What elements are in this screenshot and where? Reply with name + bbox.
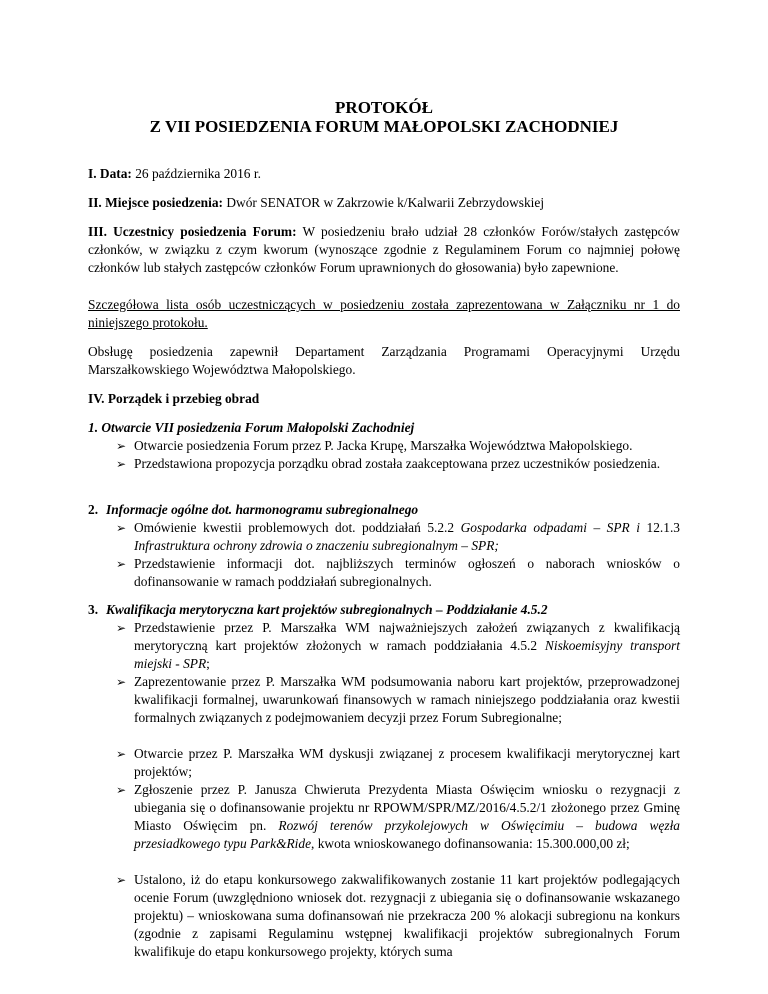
date-line xyxy=(88,165,680,183)
date-label: I. Data: xyxy=(88,166,132,181)
agenda-item-2-number: 2. xyxy=(88,502,99,517)
arrow-bullet-icon: ➢ xyxy=(116,747,127,761)
place-value: Dwór SENATOR w Zakrzowie k/Kalwarii Zebrzydowskiej xyxy=(223,195,545,210)
arrow-bullet-icon: ➢ xyxy=(116,521,127,535)
title-line-1: PROTOKÓŁ xyxy=(335,98,433,117)
title-line-2: Z VII POSIEDZENIA FORUM MAŁOPOLSKI ZACHODNIEJ xyxy=(149,117,619,136)
agenda-item-3-title: Kwalifikacja merytoryczna kart projektów subregionalnych – Poddziałanie 4.5.2 xyxy=(106,602,548,617)
agenda-item-2-bullet-2: ➢ Przedstawienie informacji dot. najbliższych terminów ogłoszeń o naborach wniosków o dofinansowanie w ramach poddziałań subregionalnych. xyxy=(116,556,680,589)
date-value: 26 października 2016 r. xyxy=(131,166,261,181)
arrow-bullet-icon: ➢ xyxy=(116,675,127,689)
agenda-item-1-bullet-1: ➢ Otwarcie posiedzenia Forum przez P. Jacka Krupę, Marszałka Województwa Małopolskiego. xyxy=(116,438,633,453)
agenda-item-3-bullet-4: ➢ Zgłoszenie przez P. Janusza Chwieruta Prezydenta Miasta Oświęcim wniosku o rezygnacji z ubiegania się o dofinansowanie projektu nr RPOWM/SPR/MZ/2016/4.5.2/1 złożonego przez Gminę Miasto Oświęcim pn. Rozwój terenów przykolejowych w Oświęcimiu – budowa węzła przesiadkowego typu Park&Ride, kwota wnioskowanego dofinansowania: 15.300.000,00 zł; xyxy=(116,782,680,851)
arrow-bullet-icon: ➢ xyxy=(116,621,127,635)
arrow-bullet-icon: ➢ xyxy=(116,873,127,887)
arrow-bullet-icon: ➢ xyxy=(116,439,127,453)
attachment-note: Szczegółowa lista osób uczestniczących w posiedzeniu została zaprezentowana w Załączniku nr 1 do niniejszego protokołu. xyxy=(88,297,680,330)
agenda-item-3-bullet-5: ➢ Ustalono, iż do etapu konkursowego zakwalifikowanych zostanie 11 kart projektów podlegających ocenie Forum (uwzględniono wniosek dot. rezygnacji z ubiegania się o dofinansowanie wskazanego projektu) – wnioskowana suma dofinansowań nie przekracza 200 % alokacji subregionu na konkurs (zgodnie z zapisami Regulaminu wstępnej kwalifikacji projektów subregionalnych Forum kwalifikuje do etapu konkursowego projekty, których suma xyxy=(116,872,680,959)
agenda-item-3-number: 3. xyxy=(88,602,99,617)
agenda-item-2-bullet-1: ➢ Omówienie kwestii problemowych dot. poddziałań 5.2.2 Gospodarka odpadami – SPR i 12.1.3 Infrastruktura ochrony zdrowia o znaczeniu subregionalnym – SPR; xyxy=(116,520,681,553)
agenda-item-1-title: 1. Otwarcie VII posiedzenia Forum Małopolski Zachodniej xyxy=(88,420,415,435)
agenda-item-2-title: Informacje ogólne dot. harmonogramu subregionalnego xyxy=(106,502,419,517)
arrow-bullet-icon: ➢ xyxy=(116,783,127,797)
place-label: II. Miejsce posiedzenia: xyxy=(88,195,223,210)
place-line xyxy=(88,194,680,212)
participants-text: W posiedzeniu brało udział 28 członków Forów/stałych zastępców członków, w związku z czym kworum (wynoszące zgodnie z Regulaminem Forum co najmniej połowę członków lub stałych zastępców członków Forum uprawnionych do głosowania) było zapewnione. xyxy=(88,224,680,275)
participants-paragraph xyxy=(88,223,680,277)
agenda-item-1-bullet-2: ➢ Przedstawiona propozycja porządku obrad została zaakceptowana przez uczestników posiedzenia. xyxy=(116,456,661,471)
service-note: Obsługę posiedzenia zapewnił Departament Zarządzania Programami Operacyjnymi Urzędu Marszałkowskiego Województwa Małopolskiego. xyxy=(88,344,680,377)
agenda-item-3-bullet-3: ➢ Otwarcie przez P. Marszałka WM dyskusji związanej z procesem kwalifikacji merytorycznej kart projektów; xyxy=(116,746,680,779)
agenda-item-3-bullet-2: ➢ Zaprezentowanie przez P. Marszałka WM podsumowania naboru kart projektów, przeprowadzonej kwalifikacji formalnej, uwarunkowań finansowych w ramach niniejszego poddziałania oraz kwestii formalnych związanych z podejmowaniem decyzji przez Forum Subregionalne; xyxy=(116,674,680,725)
arrow-bullet-icon: ➢ xyxy=(116,457,127,471)
agenda-heading: IV. Porządek i przebieg obrad xyxy=(88,391,260,406)
agenda-item-3-bullet-1: ➢ Przedstawienie przez P. Marszałka WM najważniejszych założeń związanych z kwalifikacją merytoryczną kart projektów złożonych w ramach poddziałania 4.5.2 Niskoemisyjny transport miejski - SPR; xyxy=(116,620,680,671)
arrow-bullet-icon: ➢ xyxy=(116,557,127,571)
participants-label: III. Uczestnicy posiedzenia Forum: xyxy=(88,224,297,239)
